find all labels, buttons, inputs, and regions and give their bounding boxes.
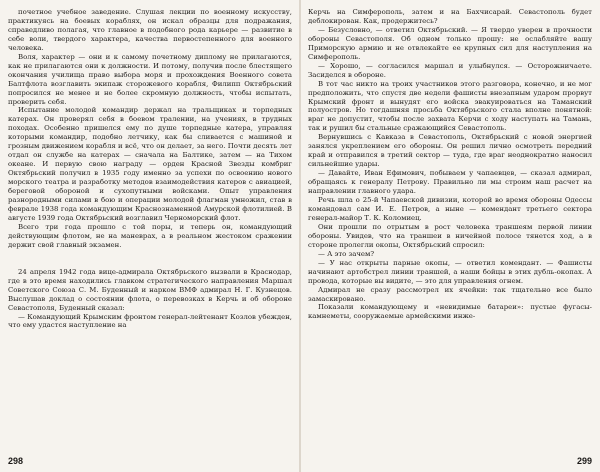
- right-page-text: [308, 8, 592, 454]
- page-gutter: [299, 0, 301, 472]
- paragraph: Испытание молодой командир держал на тральщиках и торпедных катерах. Он проверял себя в боевом тралении, на учениях, в трудных походах. Особенно пришелся ему по душе торпедные катера, управляя которыми командир, подобно летчику, как бы сливается с машиной и грозным движением корабля и всё, что он делает, за него. Почти десять лет отдал он службе на катерах — сначала на Балтике, затем — на Тихом океане. И первую свою награду — орден Красной Звезды комбриг Октябрьский получил в 1935 году именно за успехи по освоению нового морского театра и разработку методов взаимодействия катеров с авиацией, береговой обороной и сухопутными войсками. Опыт управления разнородными силами в бою и операции молодой флагман умножил, став в феврале 1938 года командующим Краснознаменной Амурской флотилией. В августе 1939 года Октябрьский возглавил Черноморский флот.: [8, 106, 292, 222]
- paragraph: — У нас открыты парные окопы, — ответил комендант. — Фашисты начинают артобстрел линии траншей, а наши бойцы в этих дубль-окопах. А провода, которые вы видите, — это для управления огнем.: [308, 258, 592, 285]
- paragraph: 24 апреля 1942 года вице-адмирала Октябрьского вызвали в Краснодар, где в это время находились главком стратегического направления Маршал Советского Союза С. М. Буденный и нарком ВМФ адмирал Н. Г. Кузнецов. Выслушав доклад о состоянии флота, о перевозках в Керчь и об обороне Севастополя, Буденный сказал:: [8, 267, 292, 312]
- paragraph: Воля, характер — они и к самому почетному диплому не прилагаются, как не прилагаются они к должности. И потому, получив после блестящего окончания училища право выбора моря и прохождения Военного совета Балтфлота возглавить экипаж сторожевого корабля, Филипп Октябрьский попросился не менее и не более скромную должность, чтобы испытать, проверить себя.: [8, 52, 292, 106]
- paragraph: — Безусловно, — ответил Октябрьский. — Я твердо уверен в прочности обороны Севастополя. Об одном только прошу: не ослабляйте вашу Приморскую армию и не отвлекайте ее крупных сил для наступления на Симферополь.: [308, 25, 592, 61]
- paragraph: — А это зачем?: [318, 249, 375, 258]
- left-page-text: [8, 8, 292, 454]
- paragraph: Показали командующему и «невидимые батареи»: пустые фугасы-камнеметы, сооружаемые армейскими инже-: [308, 303, 592, 321]
- page-number: 299: [576, 456, 592, 466]
- page-number: 298: [8, 456, 24, 466]
- right-page: [308, 8, 592, 468]
- paragraph: Они прошли по отрытым в рост человека траншеям первой линии обороны. Увидев, что на траншеи в ничейной полосе тянется ход, а в стороне пролегли окопы, Октябрьский спросил:: [308, 222, 592, 249]
- section-break: [8, 250, 292, 268]
- paragraph: почетное учебное заведение. Слушая лекции по военному искусству, практикуясь на боевых кораблях, он искал образцы для подражания, справедливо полагая, что главное в подобного рода карьере — развитие в себе воли, твердого характера, качества первостепенного для военного человека.: [8, 8, 292, 52]
- paragraph: Вернувшись с Кавказа в Севастополь, Октябрьский с новой энергией занялся укреплением его обороны. Он решил лично осмотреть передний край и отправился в третий сектор — туда, где враг неоднократно наносил сильнейшие удары.: [308, 133, 592, 169]
- paragraph: Речь шла о 25-й Чапаевской дивизии, которой во время обороны Одессы командовал сам И. Е. Петров, а ныне — комендант третьего сектора генерал-майор Т. К. Коломиец.: [308, 196, 592, 222]
- paragraph: Керчь на Симферополь, затем и на Бахчисарай. Севастополь будет деблокирован. Как, продержитесь?: [308, 8, 592, 25]
- paragraph: — Хорошо, — согласился маршал и улыбнулся. — Осторожничаете. Засиделся в обороне.: [308, 61, 592, 79]
- paragraph: — Командующий Крымским фронтом генерал-лейтенант Козлов убежден, что ему удастся наступление на: [8, 312, 292, 330]
- left-page: [8, 8, 292, 468]
- paragraph: В тот час никто на троих участников этого разговора, конечно, и не мог предположить, что спустя две недели фашисты внезапным ударом прорвут Крымский фронт и вынудят его войска эвакуироваться на Таманский полуостров. Но тогдашняя просьба Октябрьского стала вполне понятной: враг не допустит, чтобы после захвата Керчи с ходу наступать на Тамань, так и рушил бы стальные сражающийся Севастополь.: [308, 79, 592, 133]
- paragraph: — Давайте, Иван Ефимович, побываем у чапаевцев, — сказал адмирал, обращаясь к генералу Петрову. Правильно ли мы строим наш расчет на направлении главного удара.: [308, 169, 592, 196]
- paragraph: Адмирал не сразу рассмотрел их ячейки: так тщательно все было замаскировано.: [308, 285, 592, 303]
- paragraph: Всего три года прошло с той поры, и теперь он, командующий действующим флотом, не на маневрах, а в реальном жестоком сражении держит свой главный экзамен.: [8, 222, 292, 249]
